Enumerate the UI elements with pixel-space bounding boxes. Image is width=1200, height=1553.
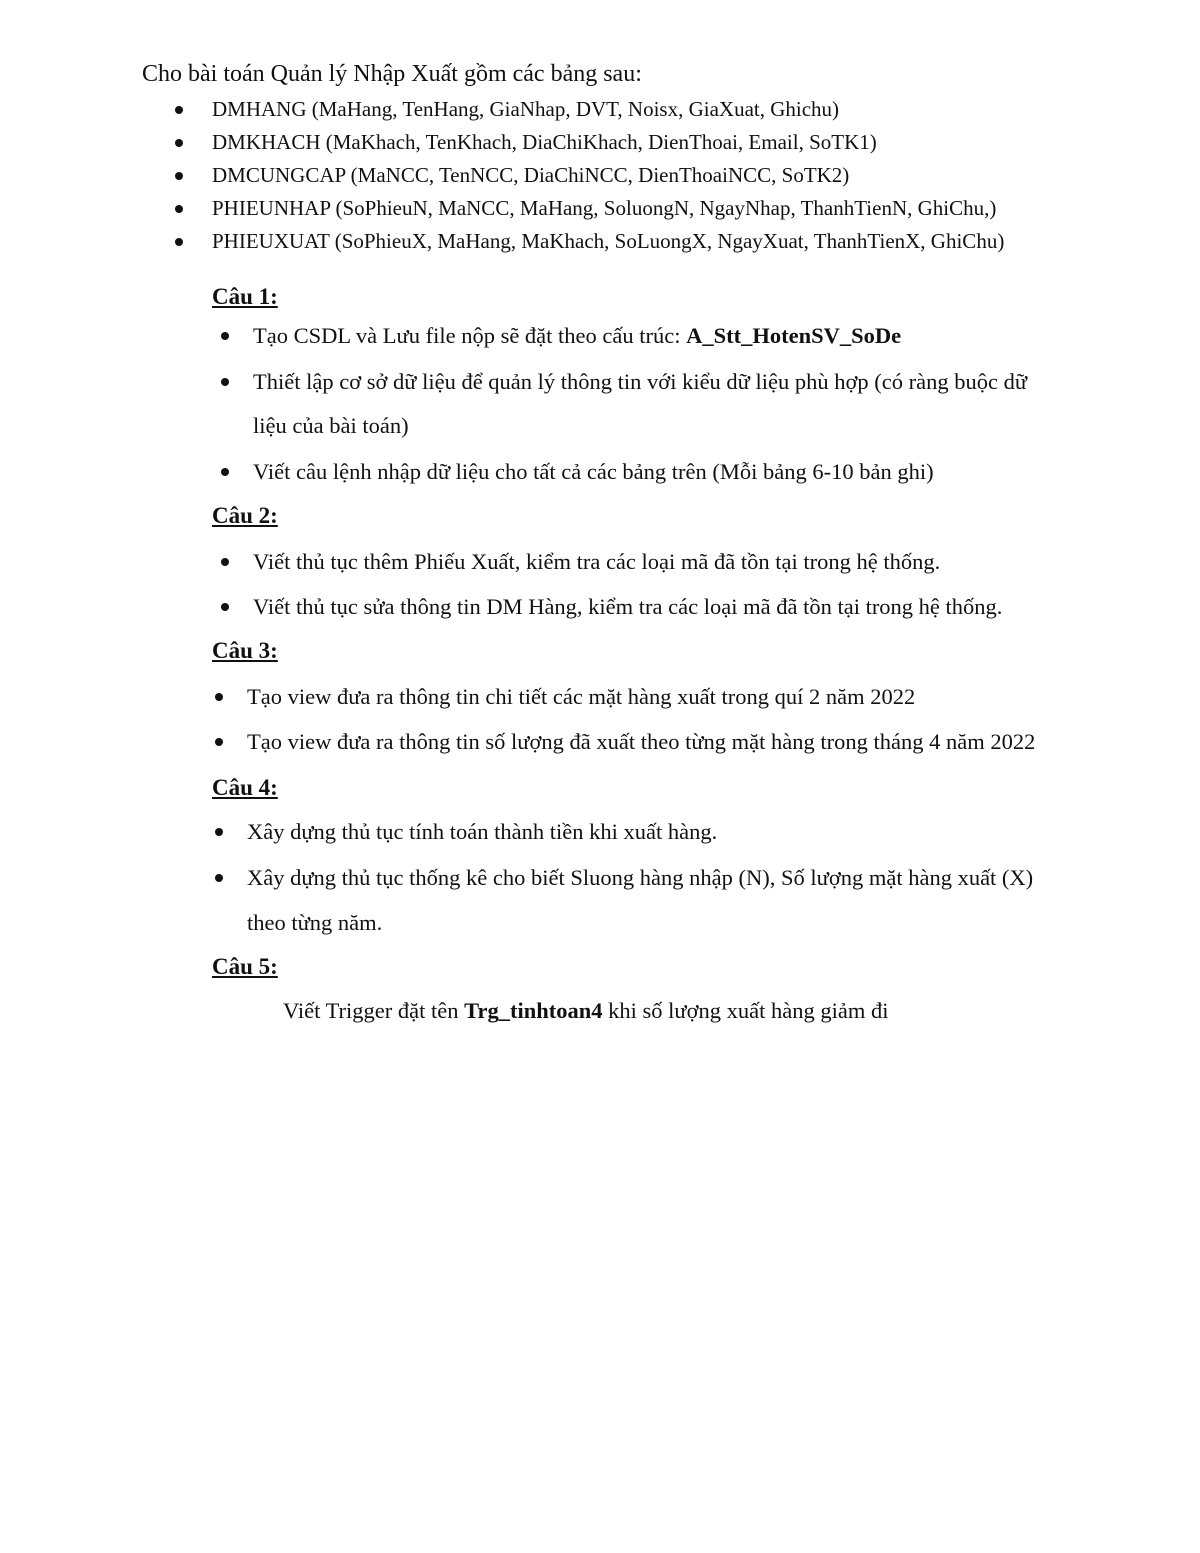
list-item	[212, 192, 1004, 225]
cau1-item-2-line1: Thiết lập cơ sở dữ liệu để quản lý thông tin với kiểu dữ liệu phù hợp (có ràng buộc dữ	[253, 369, 1028, 394]
cau1-item-3	[253, 457, 934, 487]
bullet-icon	[221, 558, 229, 566]
cau5-text-after: khi số lượng xuất hàng giảm đi	[602, 998, 889, 1023]
cau3-heading: Câu 3:	[212, 638, 278, 663]
bullet-icon	[175, 172, 183, 180]
bullet-icon	[175, 139, 183, 147]
filename-format: A_Stt_HotenSV_SoDe	[686, 323, 902, 348]
bullet-icon	[215, 738, 223, 746]
list-item	[212, 93, 1004, 126]
intro-text: Cho bài toán Quản lý Nhập Xuất gồm các bảng sau:	[142, 61, 642, 87]
cau4-item-2	[247, 863, 1033, 893]
bullet-icon	[221, 332, 229, 340]
list-item	[212, 225, 1004, 258]
cau1-item-1-text: Tạo CSDL và Lưu file nộp sẽ đặt theo cấu trúc:	[253, 323, 687, 348]
table-phieunhap: PHIEUNHAP (SoPhieuN, MaNCC, MaHang, SoluongN, NgayNhap, ThanhTienN, GhiChu,)	[212, 196, 997, 220]
cau1-item-2-line2: liệu của bài toán)	[253, 413, 409, 438]
cau4-heading: Câu 4:	[212, 775, 278, 800]
bullet-icon	[175, 106, 183, 114]
table-dmhang: DMHANG (MaHang, TenHang, GiaNhap, DVT, Noisx, GiaXuat, Ghichu)	[212, 97, 840, 121]
list-item	[212, 126, 1004, 159]
bullet-icon	[215, 874, 223, 882]
cau5-heading: Câu 5:	[212, 954, 278, 979]
table-list	[212, 93, 1004, 258]
table-dmkhach: DMKHACH (MaKhach, TenKhach, DiaChiKhach, DienThoai, Email, SoTK1)	[212, 130, 877, 154]
cau1-item-2	[253, 367, 1027, 397]
cau2-item-1	[253, 547, 940, 577]
cau2-item-2-text: Viết thủ tục sửa thông tin DM Hàng, kiểm tra các loại mã đã tồn tại trong hệ thống.	[253, 594, 1003, 619]
bullet-icon	[221, 603, 229, 611]
cau3-item-2	[247, 727, 1035, 757]
bullet-icon	[175, 205, 183, 213]
cau1-item-3-text: Viết câu lệnh nhập dữ liệu cho tất cả các bảng trên (Mỗi bảng 6-10 bản ghi)	[253, 459, 934, 484]
cau5-text-before: Viết Trigger đặt tên	[283, 998, 465, 1023]
table-phieuxuat: PHIEUXUAT (SoPhieuX, MaHang, MaKhach, SoLuongX, NgayXuat, ThanhTienX, GhiChu)	[212, 229, 1005, 253]
cau4-item-1-text: Xây dựng thủ tục tính toán thành tiền khi xuất hàng.	[247, 819, 718, 844]
cau2-item-1-text: Viết thủ tục thêm Phiếu Xuất, kiểm tra các loại mã đã tồn tại trong hệ thống.	[253, 549, 941, 574]
cau3-item-1	[247, 682, 915, 712]
cau3-item-2-text: Tạo view đưa ra thông tin số lượng đã xuất theo từng mặt hàng trong tháng 4 năm 2022	[247, 729, 1036, 754]
cau4-item-2-line2: theo từng năm.	[247, 910, 383, 935]
cau1-heading: Câu 1:	[212, 284, 278, 309]
trigger-name: Trg_tinhtoan4	[464, 998, 603, 1023]
bullet-icon	[215, 693, 223, 701]
list-item	[212, 159, 1004, 192]
cau2-heading: Câu 2:	[212, 503, 278, 528]
cau2-item-2	[253, 592, 1002, 622]
cau5-text	[283, 996, 888, 1026]
cau4-item-1	[247, 817, 717, 847]
bullet-icon	[215, 828, 223, 836]
bullet-icon	[221, 378, 229, 386]
cau4-item-2-line1: Xây dựng thủ tục thống kê cho biết Sluong hàng nhập (N), Số lượng mặt hàng xuất (X)	[247, 865, 1034, 890]
bullet-icon	[221, 468, 229, 476]
bullet-icon	[175, 238, 183, 246]
cau1-item-1	[253, 321, 901, 351]
cau3-item-1-text: Tạo view đưa ra thông tin chi tiết các mặt hàng xuất trong quí 2 năm 2022	[247, 684, 916, 709]
table-dmcungcap: DMCUNGCAP (MaNCC, TenNCC, DiaChiNCC, DienThoaiNCC, SoTK2)	[212, 163, 850, 187]
